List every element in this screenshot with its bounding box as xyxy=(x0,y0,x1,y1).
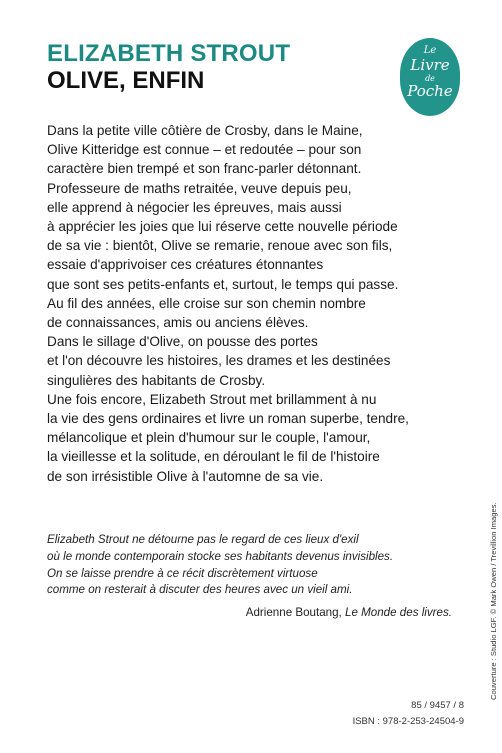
book-summary xyxy=(47,121,487,486)
author-name: ELIZABETH STROUT xyxy=(47,40,291,67)
summary-line: Dans la petite ville côtière de Crosby, dans le Maine, xyxy=(47,123,363,138)
quote-line: On se laisse prendre à ce récit discrètement virtuose xyxy=(47,566,318,580)
summary-line: essaie d'apprivoiser ces créatures étonnantes xyxy=(47,257,324,273)
quote-publication: Le Monde des livres. xyxy=(345,606,452,619)
summary-line: Une fois encore, Elizabeth Strout met brillamment à nu xyxy=(47,391,377,407)
summary-line: Olive Kitteridge est connue – et redoutée – pour son xyxy=(47,142,362,158)
summary-line: mélancolique et plein d'humour sur le couple, l'amour, xyxy=(47,430,371,446)
book-title: OLIVE, ENFIN xyxy=(47,67,205,94)
quote-line: comme on resterait à discuter des heures avec un vieil ami. xyxy=(47,583,353,597)
summary-line: de connaissances, amis ou anciens élèves. xyxy=(47,315,309,331)
summary-line: Dans le sillage d'Olive, on pousse des portes xyxy=(47,334,318,350)
summary-line: de son irrésistible Olive à l'automne de sa vie. xyxy=(47,468,324,484)
cover-credits: Couverture : Studio LGF. © Mark Owen / Trevillion Images. xyxy=(489,502,498,700)
logo-text-de: de xyxy=(425,74,435,83)
summary-line: de sa vie : bientôt, Olive se remarie, renoue avec son fils, xyxy=(47,238,393,254)
summary-line: Professeure de maths retraitée, veuve depuis peu, xyxy=(47,180,352,196)
livre-de-poche-logo xyxy=(400,38,460,116)
summary-line: à apprécier les joies que lui réserve cette nouvelle période xyxy=(47,219,398,235)
isbn-number: ISBN : 978-2-253-24504-9 xyxy=(352,716,464,727)
catalog-code: 85 / 9457 / 8 xyxy=(411,700,464,711)
summary-line: et l'on découvre les histoires, les drames et les destinées xyxy=(47,353,391,369)
summary-line: la vie des gens ordinaires et livre un roman superbe, tendre, xyxy=(47,411,409,427)
press-quote xyxy=(47,532,467,599)
summary-line: que sont ses petits-enfants et, surtout, le temps qui passe. xyxy=(47,276,399,292)
summary-line: singulières des habitants de Crosby. xyxy=(47,372,266,388)
quote-author: Adrienne Boutang, xyxy=(245,606,342,619)
summary-line: caractère bien trempé et son franc-parler détonnant. xyxy=(47,161,362,177)
summary-line: la vieillesse et la solitude, en déroulant le fil de l'histoire xyxy=(47,449,380,465)
quote-line: où le monde contemporain stocke ses habitants devenus invisibles. xyxy=(47,549,394,563)
logo-text-le: Le xyxy=(423,45,437,56)
summary-line: Au fil des années, elle croise sur son chemin nombre xyxy=(47,295,366,311)
quote-line: Elizabeth Strout ne détourne pas le regard de ces lieux d'exil xyxy=(47,533,359,546)
logo-text-livre: Livre xyxy=(410,56,450,74)
summary-line: elle apprend à négocier les épreuves, mais aussi xyxy=(47,199,342,215)
logo-text-poche: Poche xyxy=(407,82,453,100)
quote-attribution xyxy=(246,605,452,621)
